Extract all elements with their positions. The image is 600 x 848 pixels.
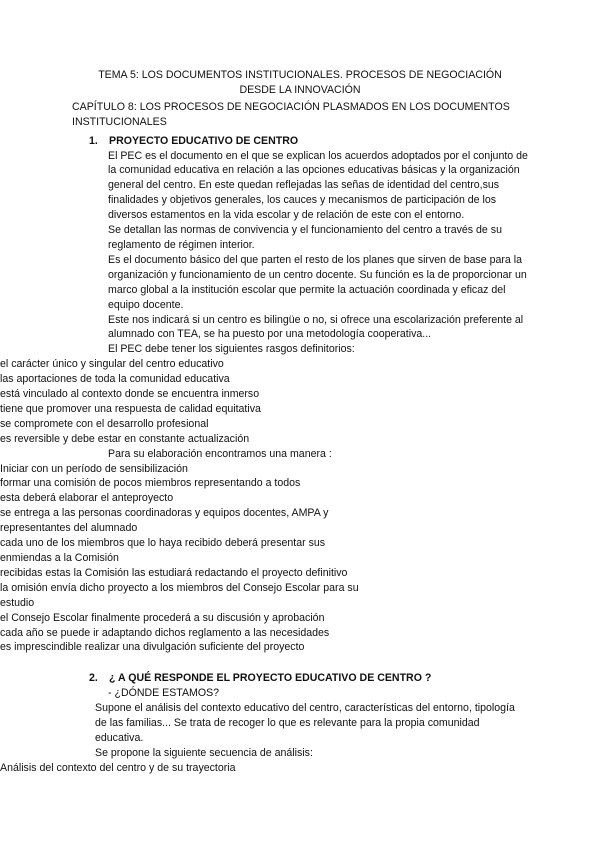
list-item: tiene que promover una respuesta de calidad equitativa <box>0 402 261 415</box>
paragraph: El PEC debe tener los siguientes rasgos definitorios: <box>108 343 355 356</box>
steps-list <box>0 462 378 656</box>
steps-intro: Para su elaboración encontramos una manera : <box>108 447 332 460</box>
section-1-body <box>108 149 528 358</box>
paragraph: Supone el análisis del contexto educativo del centro, características del entorno, tipología de las familias... Se trata de recoger lo que es relevante para la propia comunidad educativa. <box>95 702 515 744</box>
list-item: las aportaciones de toda la comunidad educativa <box>0 373 230 386</box>
section-1-heading-text: PROYECTO EDUCATIVO DE CENTRO <box>109 134 299 147</box>
subheading: - ¿DÓNDE ESTAMOS? <box>108 687 220 700</box>
list-item: Iniciar con un período de sensibilización <box>0 462 188 475</box>
list-item: esta deberá elaborar el anteproyecto <box>0 492 174 505</box>
section-2-heading-text: ¿ A QUÉ RESPONDE EL PROYECTO EDUCATIVO DE CENTRO ? <box>109 672 432 685</box>
paragraph: Se detallan las normas de convivencia y el funcionamiento del centro a través de su reglamento de régimen interior. <box>108 224 502 251</box>
list-item: recibidas estas la Comisión las estudiará redactando el proyecto definitivo <box>0 566 348 579</box>
section-2-number: 2. <box>89 672 98 685</box>
paragraph: Este nos indicará si un centro es bilingüe o no, si ofrece una escolarización preferente al alumnado con TEA, se ha puesto por una metodología cooperativa... <box>108 313 524 341</box>
list-item: es reversible y debe estar en constante actualización <box>0 432 250 445</box>
traits-list <box>0 357 380 446</box>
list-item: cada uno de los miembros que lo haya recibido deberá presentar sus enmiendas a la Comisión <box>0 537 326 564</box>
paragraph: Se propone la siguiente secuencia de análisis: <box>95 746 313 759</box>
section-1-heading <box>89 134 600 149</box>
section-1 <box>0 134 600 656</box>
list-item: es imprescindible realizar una divulgación suficiente del proyecto <box>0 641 305 654</box>
title-line-1: TEMA 5: LOS DOCUMENTOS INSTITUCIONALES. PROCESOS DE NEGOCIACIÓN <box>98 69 502 81</box>
list-item: la omisión envía dicho proyecto a los miembros del Consejo Escolar para su estudio <box>0 581 359 609</box>
section-1-number: 1. <box>89 134 98 147</box>
steps-intro-block <box>108 447 528 462</box>
list-item: el Consejo Escolar finalmente procederá a su discusión y aprobación <box>0 611 325 624</box>
section-2 <box>0 671 600 775</box>
analysis-list <box>0 761 380 776</box>
section-2-heading <box>89 671 600 686</box>
list-item: está vinculado al contexto donde se encuentra inmerso <box>0 388 260 401</box>
list-item: se compromete con el desarrollo profesional <box>0 417 209 430</box>
list-item: el carácter único y singular del centro educativo <box>0 358 224 371</box>
chapter-title: CAPÍTULO 8: LOS PROCESOS DE NEGOCIACIÓN PLASMADOS EN LOS DOCUMENTOS INSTITUCIONALES <box>72 100 510 128</box>
document-title <box>0 68 600 98</box>
section-2-body <box>108 686 528 701</box>
list-item: Análisis del contexto del centro y de su trayectoria <box>0 761 236 774</box>
section-2-text <box>95 701 528 761</box>
paragraph: El PEC es el documento en el que se explican los acuerdos adoptados por el conjunto de la comunidad educativa en relación a las opciones educativas básicas y la organización general del centro. En este quedan reflejadas las señas de identidad del centro,sus finalidades y objetivos generales, los cauces y mecanismos de participación de los diversos estamentos en la vida escolar y de relación de este con el entorno. <box>108 149 528 222</box>
list-item: se entrega a las personas coordinadoras y equipos docentes, AMPA y representantes del alumnado <box>0 507 329 535</box>
title-line-2: DESDE LA INNOVACIÓN <box>239 83 361 96</box>
list-item: cada año se puede ir adaptando dichos reglamento a las necesidades <box>0 626 330 639</box>
list-item: formar una comisión de pocos miembros representando a todos <box>0 477 301 490</box>
paragraph: Es el documento básico del que parten el resto de los planes que sirven de base para la organización y funcionamiento de un centro docente. Su función es la de proporcionar un marco global a la institución escolar que permite la actuación coordinada y eficaz del equipo docente. <box>108 253 527 311</box>
